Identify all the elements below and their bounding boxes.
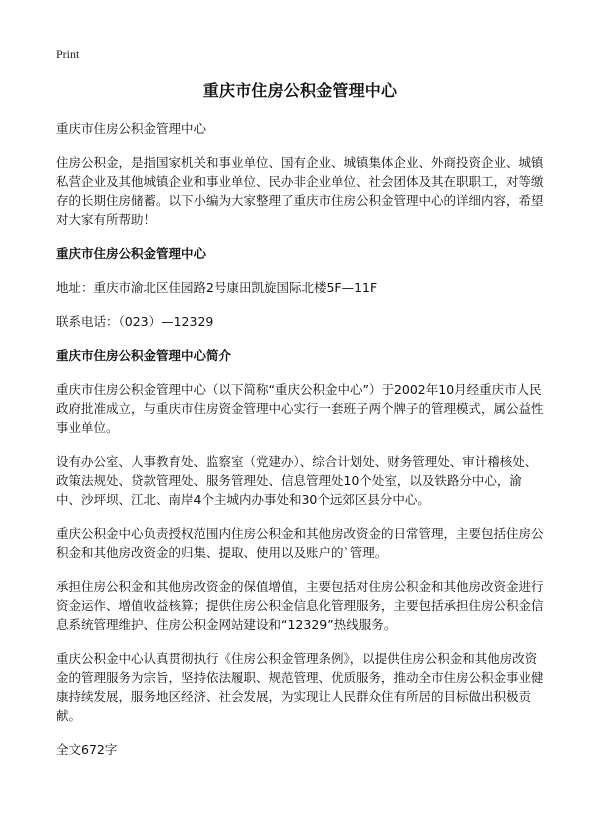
- page-title: 重庆市住房公积金管理中心: [202, 81, 398, 100]
- profile-paragraph-3: 重庆公积金中心负责授权范围内住房公积金和其他房改资金的日常管理，主要包括住房公积金和其他房改资金的归集、提取、使用以及账户的`管理。: [56, 526, 544, 560]
- profile-paragraph-5: 重庆公积金中心认真贯彻执行《住房公积金管理条例》，以提供住房公积金和其他房改资金的管理服务为宗旨，坚持依法履职、规范管理、优质服务，推动全市住房公积金事业健康持续发展，服务地区经济、社会发展，为实现让人民群众住有所居的目标做出积极贡献。: [56, 651, 544, 723]
- phone-line: 联系电话：（023）—12329: [56, 314, 214, 329]
- document-subtitle: 重庆市住房公积金管理中心: [56, 121, 207, 136]
- profile-paragraph-1: 重庆市住房公积金管理中心（以下简称“重庆公积金中心”）于2002年10月经重庆市人民政府批准成立，与重庆市住房资金管理中心实行一套班子两个牌子的管理模式，属公益性事业单位。: [56, 382, 544, 435]
- document-content: [56, 119, 544, 759]
- profile-paragraph-2: 设有办公室、人事教育处、监察室（党建办）、综合计划处、财务管理处、审计稽核处、政策法规处、贷款管理处、服务管理处、信息管理处10个处室，以及铁路分中心，渝中、沙坪坝、江北、南岸4个主城内办事处和30个远郊区县分中心。: [56, 454, 538, 507]
- address-line: 地址：重庆市渝北区佳园路2号康田凯旋国际北楼5F—11F: [56, 280, 378, 295]
- print-label: Print: [56, 47, 80, 61]
- intro-paragraph: 住房公积金，是指国家机关和事业单位、国有企业、城镇集体企业、外商投资企业、城镇私营企业及其他城镇企业和事业单位、民办非企业单位、社会团体及其在职职工，对等缴存的长期住房储蓄。以下小编为大家整理了重庆市住房公积金管理中心的详细内容，希望对大家有所帮助！: [56, 155, 544, 227]
- profile-heading: 重庆市住房公积金管理中心简介: [56, 348, 232, 363]
- contact-heading: 重庆市住房公积金管理中心: [56, 246, 207, 261]
- profile-paragraph-4: 承担住房公积金和其他房改资金的保值增值，主要包括对住房公积金和其他房改资金进行资金运作、增值收益核算；提供住房公积金信息化管理服务，主要包括承担住房公积金信息系统管理维护、住房公积金网站建设和“12329”热线服务。: [56, 579, 544, 632]
- word-count: 全文672字: [56, 742, 118, 757]
